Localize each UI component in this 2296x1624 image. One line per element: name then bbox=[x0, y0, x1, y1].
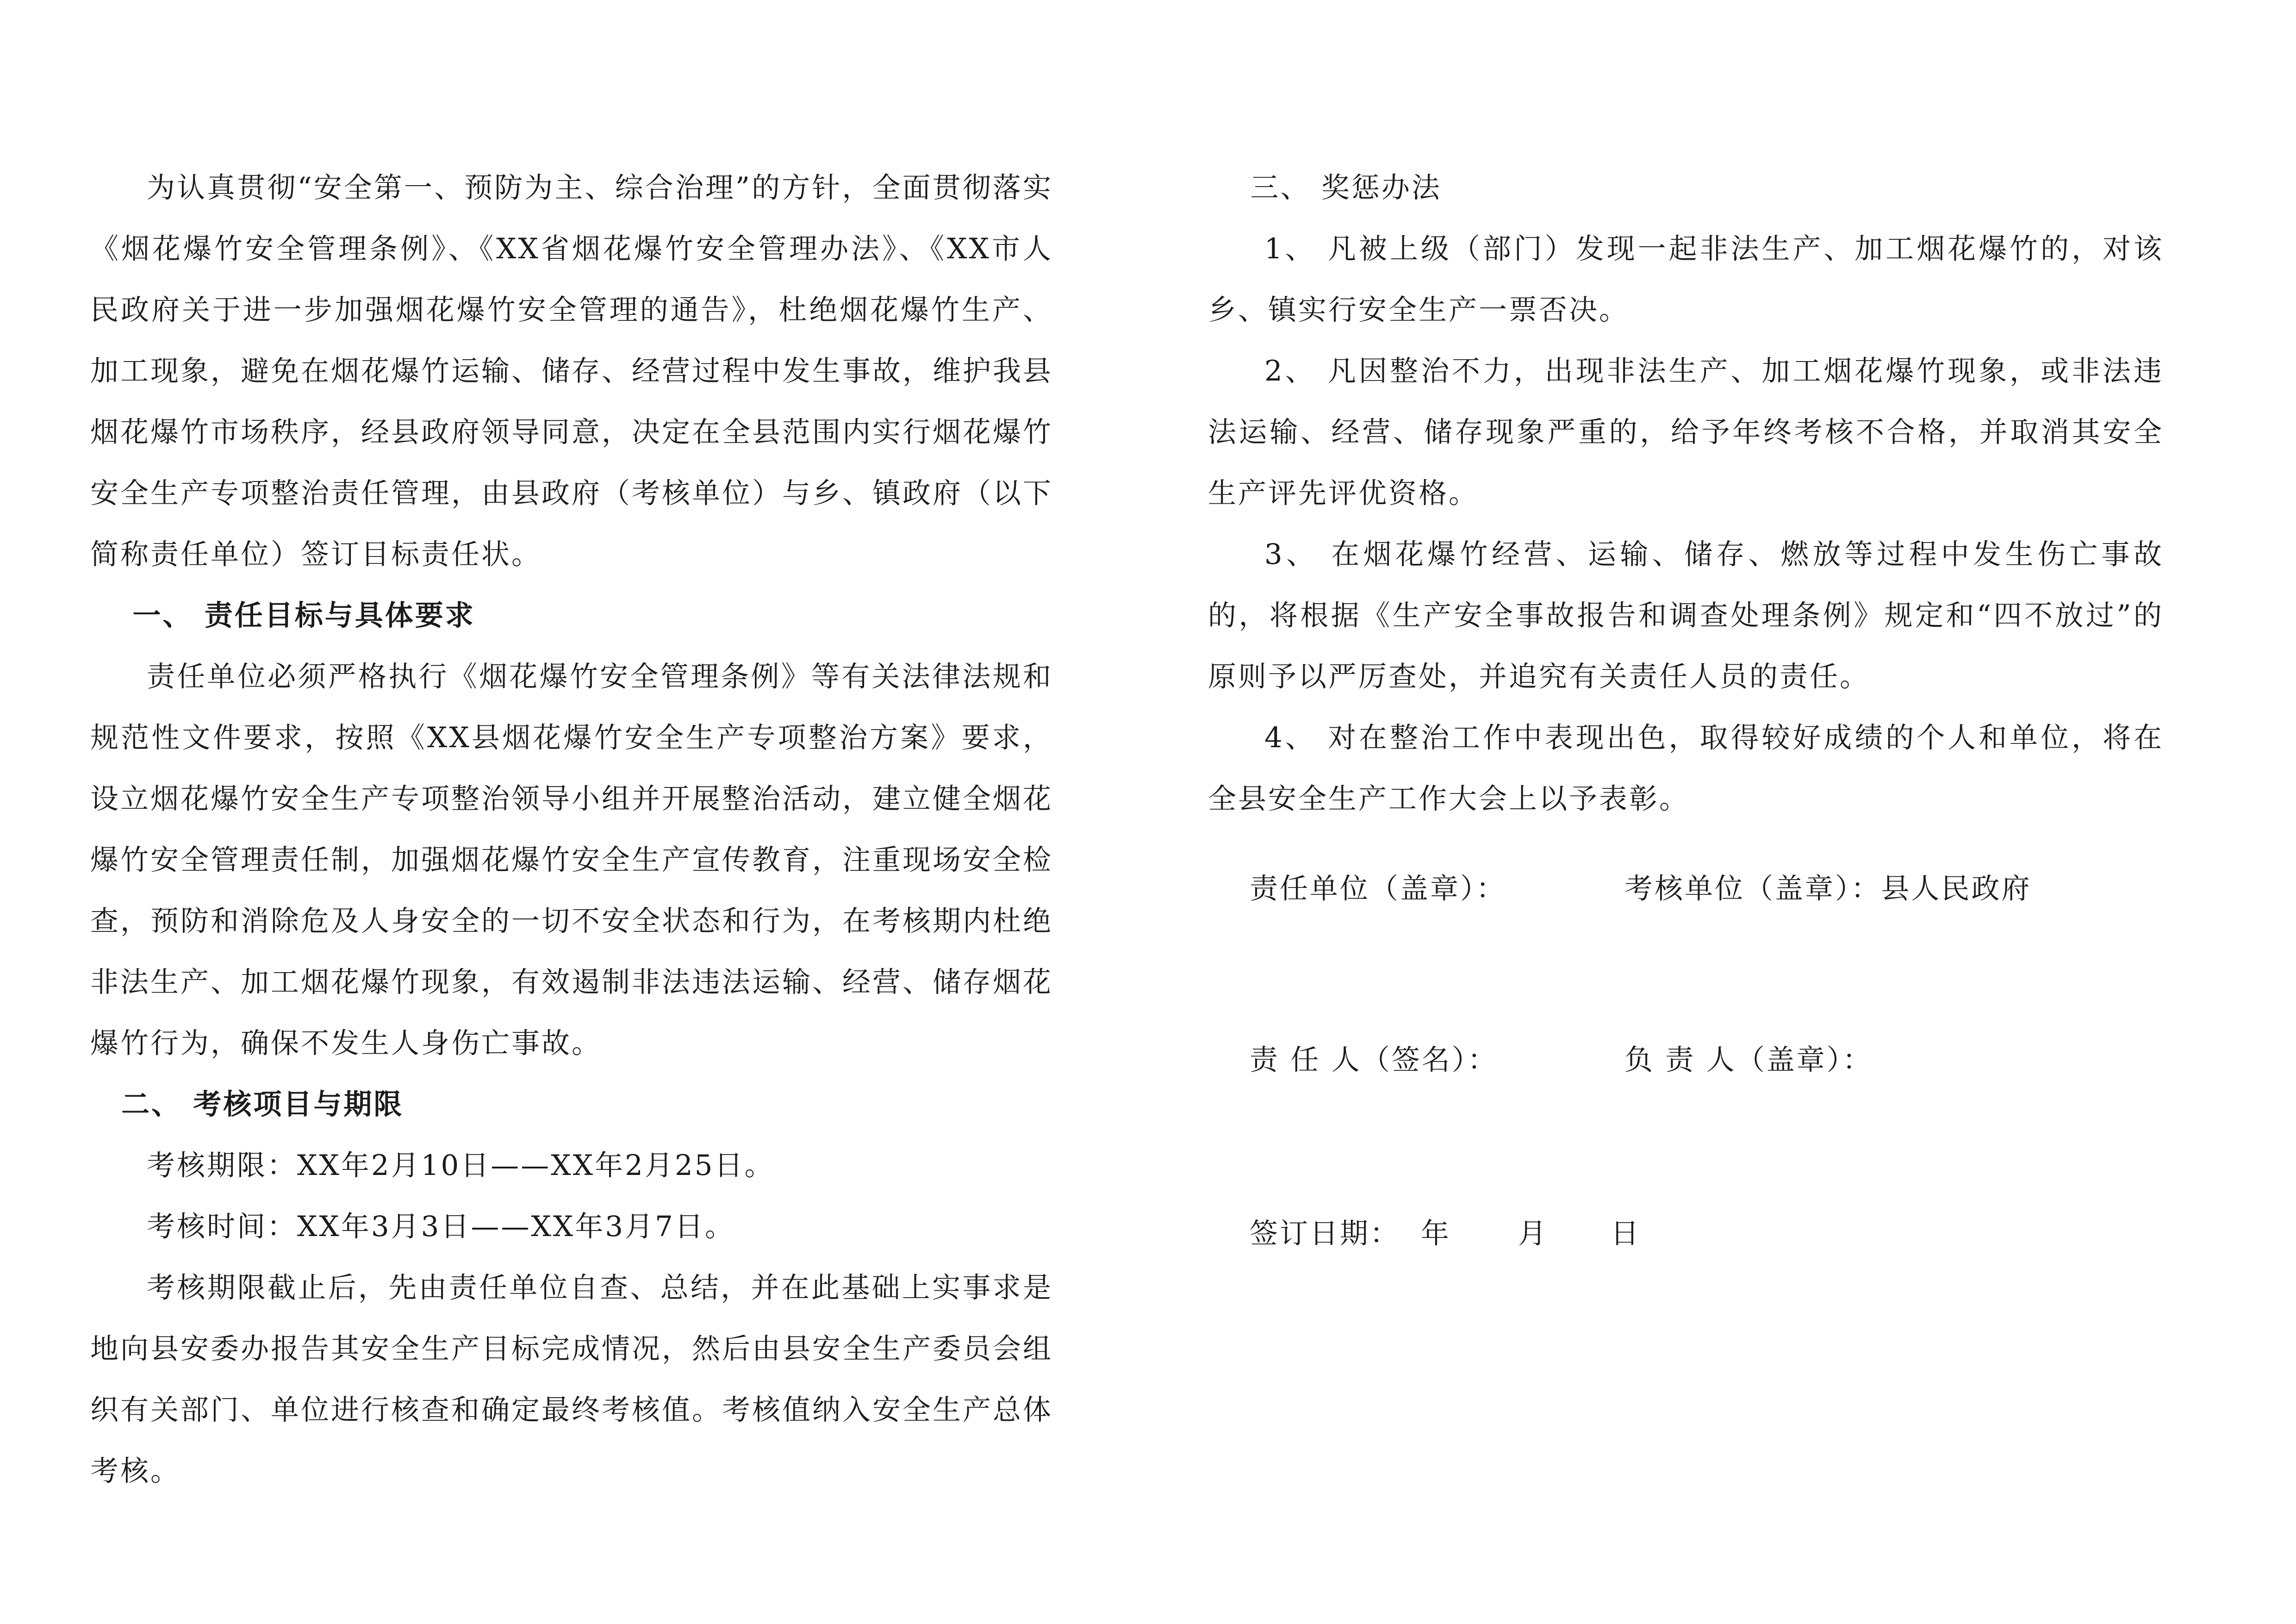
responsible-unit-seal-label: 责任单位（盖章）： bbox=[1250, 872, 1506, 905]
section-2-heading: 二、 考核项目与期限 bbox=[121, 1088, 404, 1121]
section-1-heading: 一、 责任目标与具体要求 bbox=[132, 599, 475, 632]
date-year: 年 bbox=[1421, 1217, 1451, 1250]
review-time: 考核时间：XX年3月3日——XX年3月7日。 bbox=[147, 1210, 735, 1243]
reward-item-4: 4、 对在整治工作中表现出色，取得较好成绩的个人和单位，将在全县安全生产工作大会上以予表彰。 bbox=[1208, 721, 2164, 815]
review-period: 考核期限：XX年2月10日——XX年2月25日。 bbox=[147, 1149, 775, 1182]
reward-item-1: 1、 凡被上级（部门）发现一起非法生产、加工烟花爆竹的，对该乡、镇实行安全生产一票否决。 bbox=[1208, 232, 2164, 326]
section-3-heading: 三、 奖惩办法 bbox=[1250, 171, 1442, 204]
right-column bbox=[1208, 157, 2164, 1250]
section-1-body: 责任单位必须严格执行《烟花爆竹安全管理条例》等有关法律法规和规范性文件要求，按照《XX县烟花爆竹安全生产专项整治方案》要求，设立烟花爆竹安全生产专项整治领导小组并开展整治活动，建立健全烟花爆竹安全管理责任制，加强烟花爆竹安全生产宣传教育，注重现场安全检查，预防和消除危及人身安全的一切不安全状态和行为，在考核期内杜绝非法生产、加工烟花爆竹现象，有效遏制非法违法运输、经营、储存烟花爆竹行为，确保不发生人身伤亡事故。 bbox=[90, 660, 1053, 1060]
section-2-body: 考核期限截止后，先由责任单位自查、总结，并在此基础上实事求是地向县安委办报告其安全生产目标完成情况，然后由县安全生产委员会组织有关部门、单位进行核查和确定最终考核值。考核值纳入安全生产总体考核。 bbox=[90, 1271, 1053, 1487]
date-day: 日 bbox=[1611, 1217, 1641, 1250]
left-column bbox=[90, 157, 1053, 1502]
responsible-person-signature-label: 责 任 人（签名）： bbox=[1250, 1043, 1498, 1076]
reviewing-unit-seal-label: 考核单位（盖章）：县人民政府 bbox=[1624, 872, 2032, 905]
reward-item-2: 2、 凡因整治不力，出现非法生产、加工烟花爆竹现象，或非法违法运输、经营、储存现象严重的，给予年终考核不合格，并取消其安全生产评先评优资格。 bbox=[1208, 355, 2164, 510]
reward-item-3: 3、 在烟花爆竹经营、运输、储存、燃放等过程中发生伤亡事故的，将根据《生产安全事故报告和调查处理条例》规定和“四不放过”的原则予以严厉查处，并追究有关责任人员的责任。 bbox=[1208, 538, 2164, 693]
head-person-seal-label: 负 责 人（盖章）： bbox=[1624, 1043, 1873, 1076]
signing-date-label: 签订日期： bbox=[1250, 1217, 1400, 1250]
intro-paragraph: 为认真贯彻“安全第一、预防为主、综合治理”的方针，全面贯彻落实《烟花爆竹安全管理条例》、《XX省烟花爆竹安全管理办法》、《XX市人民政府关于进一步加强烟花爆竹安全管理的通告》，杜绝烟花爆竹生产、加工现象，避免在烟花爆竹运输、储存、经营过程中发生事故，维护我县烟花爆竹市场秩序，经县政府领导同意，决定在全县范围内实行烟花爆竹安全生产专项整治责任管理，由县政府（考核单位）与乡、镇政府（以下简称责任单位）签订目标责任状。 bbox=[90, 171, 1053, 571]
date-month: 月 bbox=[1518, 1217, 1549, 1250]
